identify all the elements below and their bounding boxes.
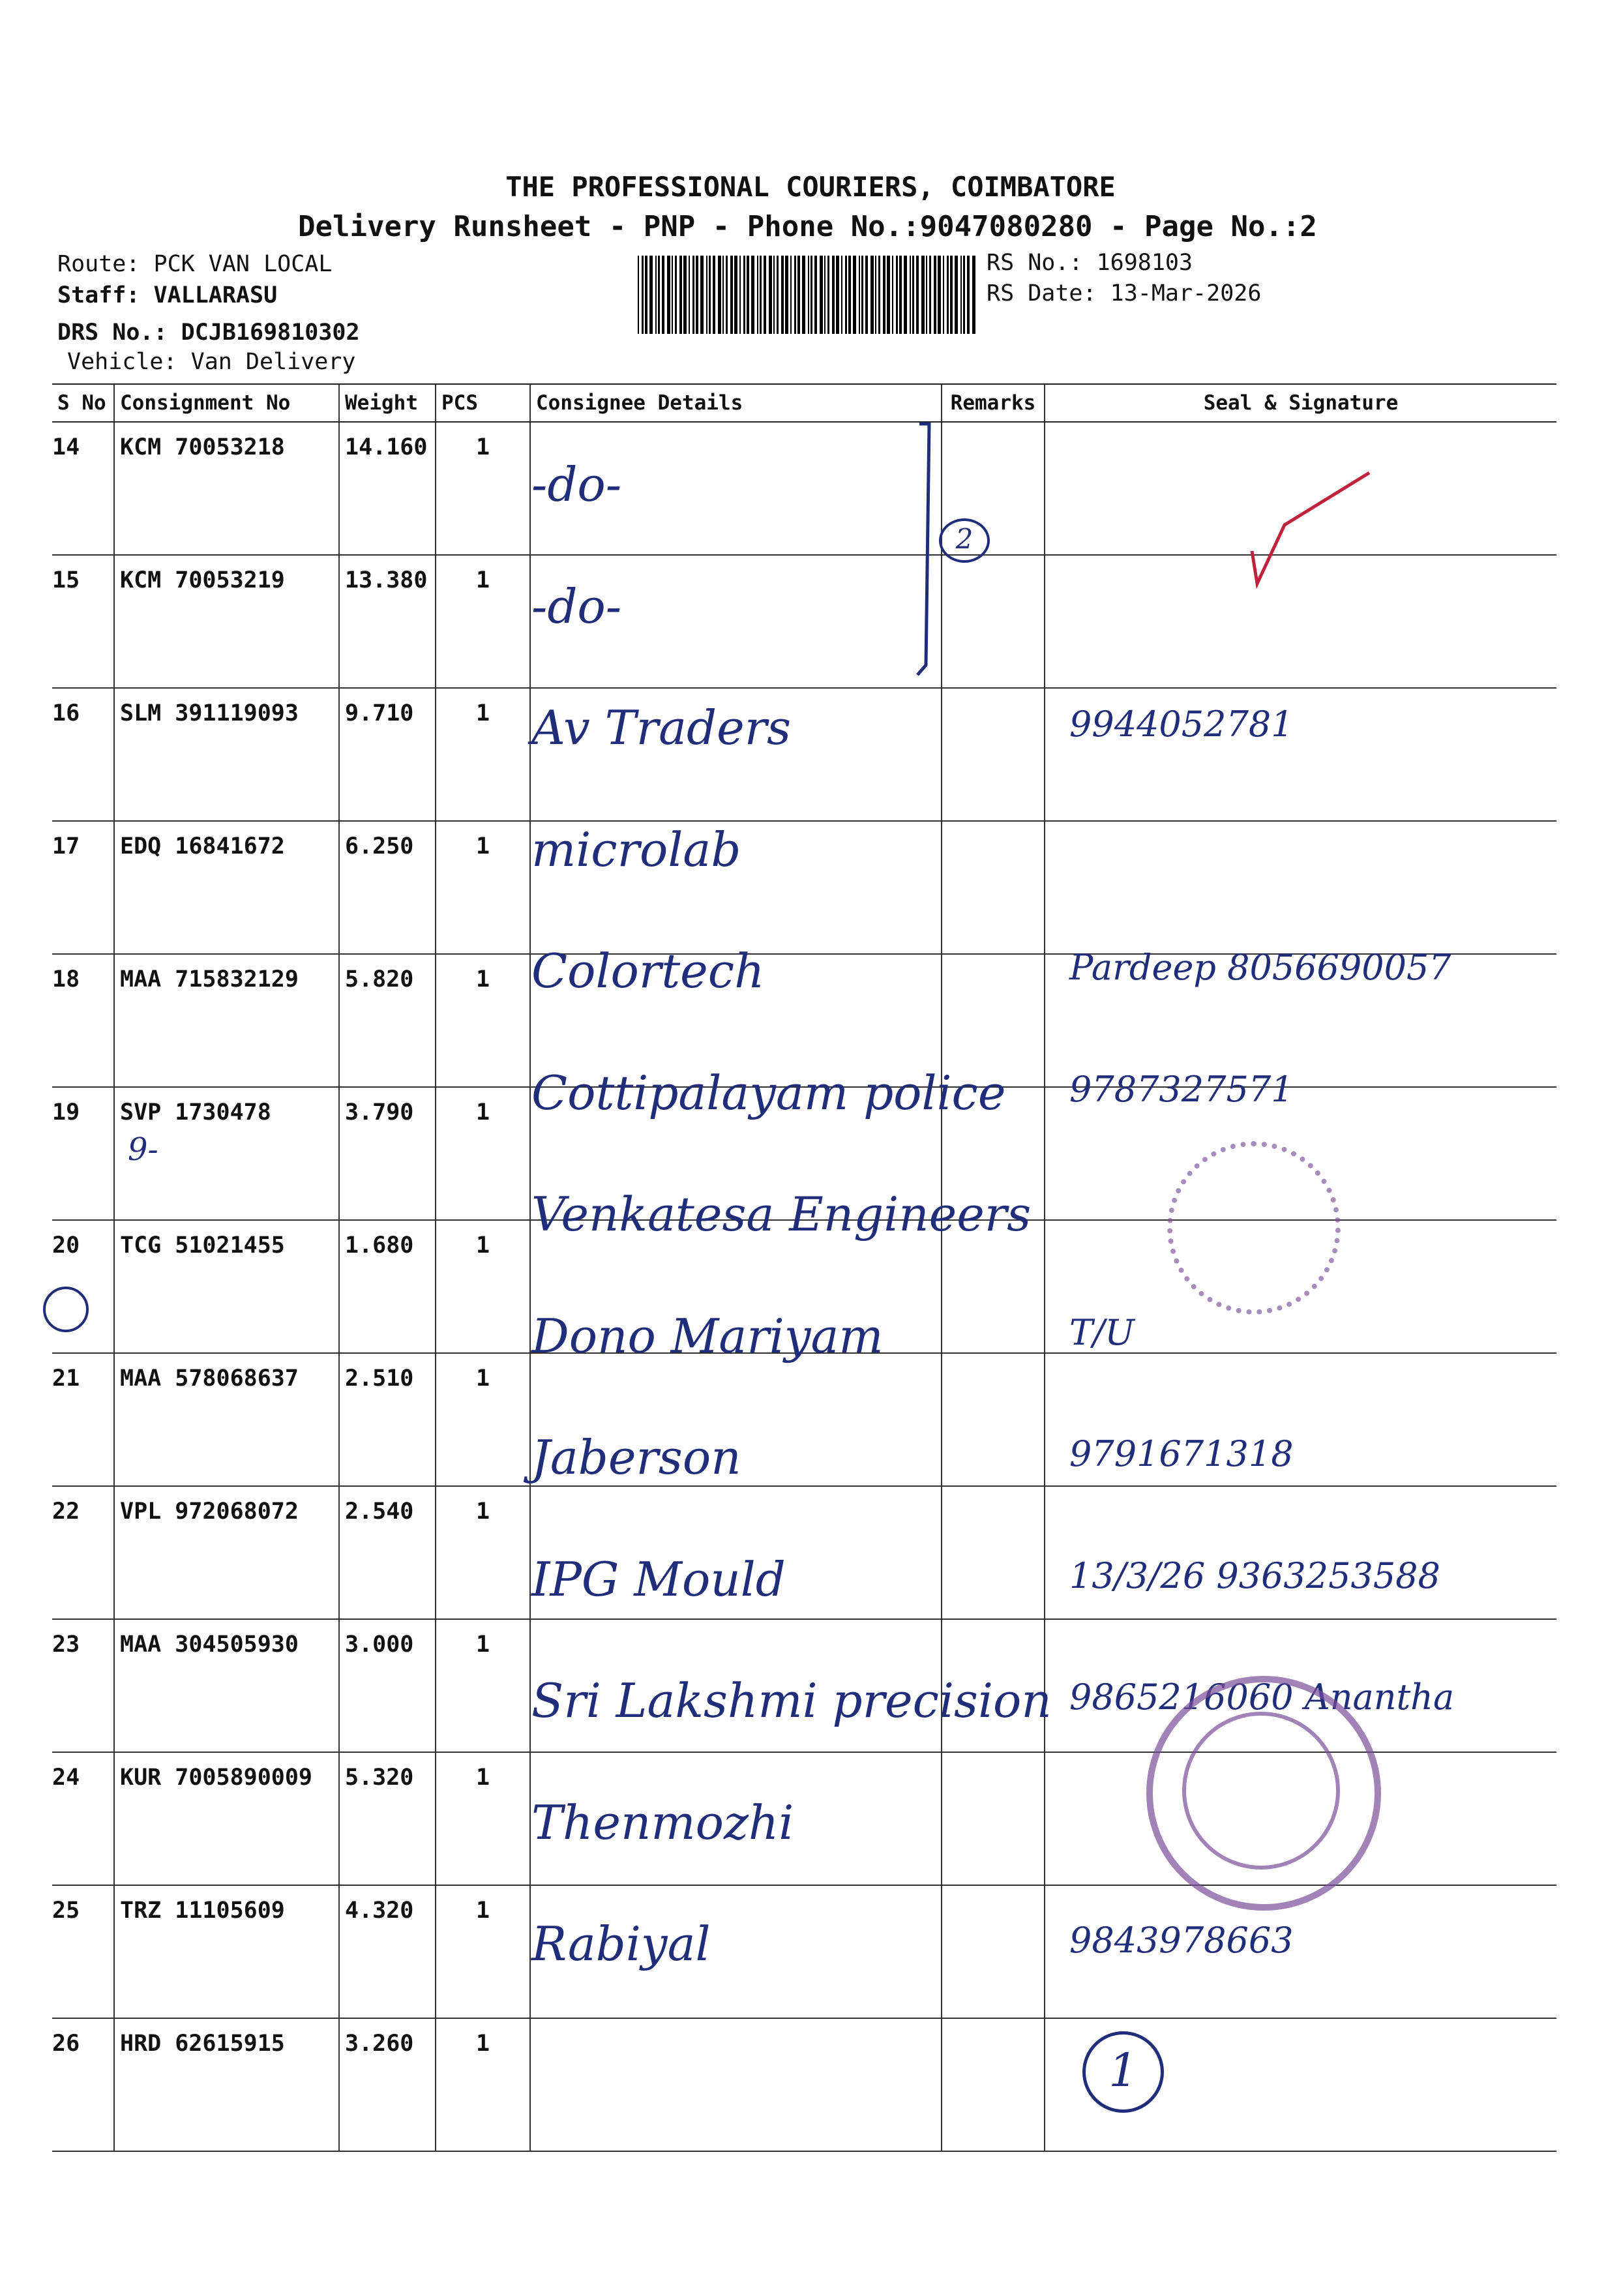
row-sno: 15 <box>52 555 114 688</box>
col-pcs: PCS <box>436 384 530 422</box>
handwritten-consignee: Sri Lakshmi precision <box>531 1673 1052 1728</box>
row-pcs: 1 <box>436 1885 530 2018</box>
row-weight: 2.540 <box>339 1486 436 1619</box>
row-consignment: EDQ 16841672 <box>114 821 339 954</box>
rs-number: RS No.: 1698103 <box>987 250 1193 276</box>
barcode <box>638 256 980 334</box>
row-sno: 23 <box>52 1619 114 1752</box>
handwritten-consignee: Thenmozhi <box>531 1795 794 1850</box>
drs-number: DRS No.: DCJB169810302 <box>57 320 360 346</box>
row-sno: 21 <box>52 1353 114 1486</box>
col-weight: Weight <box>339 384 436 422</box>
handwritten-consignee: IPG Mould <box>531 1551 786 1607</box>
row-signature-cell <box>1045 821 1556 954</box>
row-consignment: TCG 51021455 <box>114 1220 339 1353</box>
row-pcs: 1 <box>436 1619 530 1752</box>
row-sno: 19 <box>52 1087 114 1220</box>
route-label: Route: PCK VAN LOCAL <box>57 251 333 277</box>
row-sno: 18 <box>52 954 114 1087</box>
row-weight: 13.380 <box>339 555 436 688</box>
row-remarks-cell <box>942 1353 1045 1486</box>
row-consignment: TRZ 11105609 <box>114 1885 339 2018</box>
row-weight: 9.710 <box>339 688 436 821</box>
row-weight: 1.680 <box>339 1220 436 1353</box>
row-consignment: SVP 1730478 <box>114 1087 339 1220</box>
row-remarks-cell <box>942 821 1045 954</box>
row-pcs: 1 <box>436 954 530 1087</box>
row-remarks-cell <box>942 688 1045 821</box>
handwritten-signature: 9944052781 <box>1069 704 1294 745</box>
col-signature: Seal & Signature <box>1045 384 1556 422</box>
table-row <box>52 821 1556 954</box>
row-pcs: 1 <box>436 555 530 688</box>
row-signature-cell <box>1045 1486 1556 1619</box>
document-title: THE PROFESSIONAL COURIERS, COIMBATORE <box>505 171 1116 203</box>
handwritten-signature: Pardeep 8056690057 <box>1069 947 1451 988</box>
handwritten-signature: 9865216060 Anantha <box>1069 1677 1455 1718</box>
row-pcs: 1 <box>436 1353 530 1486</box>
row-pcs: 1 <box>436 2018 530 2151</box>
table-row <box>52 688 1556 821</box>
row-pcs: 1 <box>436 1220 530 1353</box>
table-row <box>52 1353 1556 1486</box>
handwritten-consignee: Cottipalayam police <box>531 1065 1006 1120</box>
handwritten-consignee: -do- <box>531 578 622 634</box>
row-pcs: 1 <box>436 1752 530 1885</box>
handwritten-consignee: Colortech <box>531 944 765 998</box>
vehicle-label: Vehicle: Van Delivery <box>67 349 356 375</box>
handwritten-signature: T/U <box>1069 1311 1135 1353</box>
staff-label: Staff: VALLARASU <box>57 282 278 308</box>
col-sno: S No <box>52 384 114 422</box>
row-weight: 5.820 <box>339 954 436 1087</box>
col-consignee: Consignee Details <box>530 384 942 422</box>
handwritten-consignee: Dono Mariyam <box>531 1308 884 1364</box>
row19-mark: 9- <box>128 1131 158 1168</box>
row-sno: 20 <box>52 1220 114 1353</box>
col-remarks: Remarks <box>942 384 1045 422</box>
row-pcs: 1 <box>436 688 530 821</box>
row-weight: 2.510 <box>339 1353 436 1486</box>
row-weight: 6.250 <box>339 821 436 954</box>
rs-date: RS Date: 13-Mar-2026 <box>987 280 1262 306</box>
row-sno: 17 <box>52 821 114 954</box>
row-consignment: HRD 62615915 <box>114 2018 339 2151</box>
row-sno: 24 <box>52 1752 114 1885</box>
row-consignment: KCM 70053219 <box>114 555 339 688</box>
row-pcs: 1 <box>436 422 530 555</box>
row-consignment: KUR 7005890009 <box>114 1752 339 1885</box>
row-consignment: SLM 391119093 <box>114 688 339 821</box>
row-consignment: VPL 972068072 <box>114 1486 339 1619</box>
row-sno: 26 <box>52 2018 114 2151</box>
row-pcs: 1 <box>436 1087 530 1220</box>
row-weight: 3.260 <box>339 2018 436 2151</box>
row-weight: 5.320 <box>339 1752 436 1885</box>
check-mark-icon <box>1245 466 1376 597</box>
row-weight: 14.160 <box>339 422 436 555</box>
handwritten-signature: 9791671318 <box>1069 1433 1294 1474</box>
table-row <box>52 1486 1556 1619</box>
handwritten-consignee: Jaberson <box>531 1430 741 1485</box>
handwritten-signature: 13/3/26 9363253588 <box>1069 1555 1440 1596</box>
row-sno: 16 <box>52 688 114 821</box>
stamp-five-star <box>1146 1676 1381 1911</box>
row-remarks-cell <box>942 2018 1045 2151</box>
handwritten-signature: 9787327571 <box>1069 1068 1294 1110</box>
row-sno: 14 <box>52 422 114 555</box>
row-sno: 22 <box>52 1486 114 1619</box>
row-weight: 3.000 <box>339 1619 436 1752</box>
table-header-row <box>52 384 1556 422</box>
row-pcs: 1 <box>436 1486 530 1619</box>
row-consignee-cell <box>530 2018 942 2151</box>
row-remarks-cell <box>942 1486 1045 1619</box>
handwritten-signature: 9843978663 <box>1069 1920 1294 1961</box>
row-consignment: MAA 578068637 <box>114 1353 339 1486</box>
handwritten-consignee: microlab <box>531 822 741 877</box>
handwritten-consignee: Rabiyal <box>531 1916 711 1971</box>
col-consignment: Consignment No <box>114 384 339 422</box>
table-row <box>52 2018 1556 2151</box>
page-number-circle: 1 <box>1082 2031 1164 2113</box>
row-remarks-cell <box>942 1752 1045 1885</box>
table-row <box>52 1885 1556 2018</box>
row-consignment: MAA 304505930 <box>114 1619 339 1752</box>
stamp-venkatesa <box>1167 1141 1341 1315</box>
row-pcs: 1 <box>436 821 530 954</box>
document-subtitle: Delivery Runsheet - PNP - Phone No.:9047080280 - Page No.:2 <box>298 210 1317 243</box>
row-sno: 25 <box>52 1885 114 2018</box>
handwritten-consignee: Av Traders <box>531 700 792 755</box>
row-remarks-cell <box>942 1885 1045 2018</box>
bracket-count-circle: 2 <box>939 518 990 563</box>
row-consignment: KCM 70053218 <box>114 422 339 555</box>
handwritten-consignee: -do- <box>531 457 622 512</box>
handwritten-consignee: Venkatesa Engineers <box>531 1187 1032 1242</box>
row-weight: 3.790 <box>339 1087 436 1220</box>
row-weight: 4.320 <box>339 1885 436 2018</box>
row-consignment: MAA 715832129 <box>114 954 339 1087</box>
row21-circle <box>43 1287 89 1332</box>
